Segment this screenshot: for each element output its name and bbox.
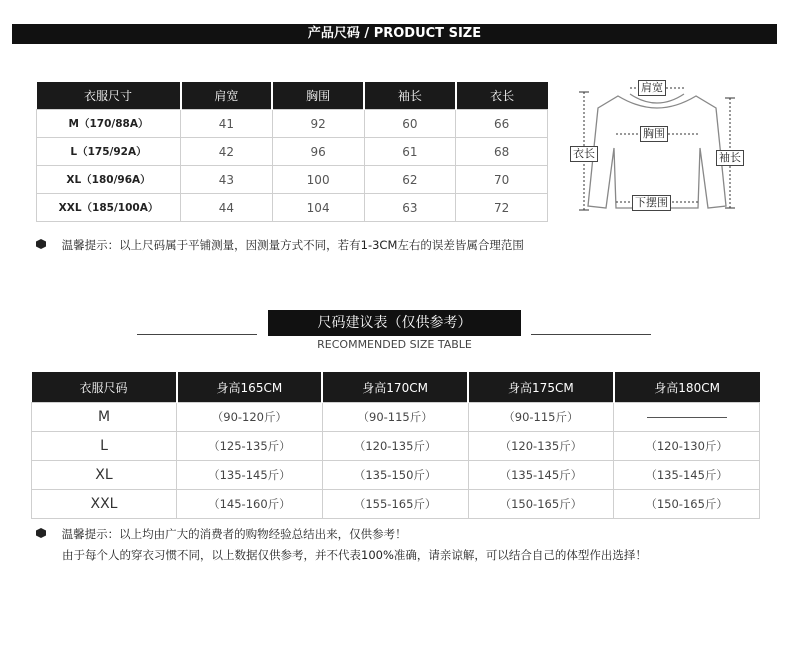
- value-cell: 104: [272, 194, 364, 222]
- garment-diagram: [570, 78, 745, 218]
- column-header: 肩宽: [181, 82, 273, 110]
- size-cell: M（170/88A）: [37, 110, 181, 138]
- hem-label: 下摆围: [632, 195, 671, 211]
- weight-cell: （120-135斤）: [468, 432, 614, 461]
- weight-cell: （135-150斤）: [322, 461, 468, 490]
- length-label: 衣长: [570, 146, 598, 162]
- divider-left: [137, 334, 257, 335]
- table-row: [32, 432, 760, 461]
- value-cell: 66: [456, 110, 548, 138]
- table-row: [37, 138, 548, 166]
- divider-right: [531, 334, 651, 335]
- column-header: 身高165CM: [177, 372, 323, 403]
- weight-cell: （125-135斤）: [177, 432, 323, 461]
- table-row: [32, 490, 760, 519]
- size-cell: L（175/92A）: [37, 138, 181, 166]
- value-cell: 61: [364, 138, 456, 166]
- table-row: [37, 110, 548, 138]
- table-header-row: [37, 82, 548, 110]
- bullet-icon: [36, 528, 46, 538]
- note-text: 温馨提示：以上尺码属于平铺测量，因测量方式不同，若有1-3CM左右的误差皆属合理范围: [61, 238, 524, 252]
- dash-line: [647, 417, 727, 418]
- table-row: [32, 461, 760, 490]
- section-title: 尺码建议表（仅供参考）: [268, 310, 521, 336]
- value-cell: 60: [364, 110, 456, 138]
- weight-cell: （90-120斤）: [177, 403, 323, 432]
- weight-cell: （155-165斤）: [322, 490, 468, 519]
- column-header: 胸围: [272, 82, 364, 110]
- size-cell: XXL: [32, 490, 177, 519]
- weight-cell: （120-130斤）: [614, 432, 760, 461]
- shoulder-label: 肩宽: [638, 80, 666, 96]
- recommended-size-table: [31, 372, 760, 519]
- note-text: 温馨提示：以上均由广大的消费者的购物经验总结出来，仅供参考！: [61, 527, 407, 541]
- chest-label: 胸围: [640, 126, 668, 142]
- weight-cell: （90-115斤）: [322, 403, 468, 432]
- size-cell: M: [32, 403, 177, 432]
- column-header: 袖长: [364, 82, 456, 110]
- value-cell: 44: [181, 194, 273, 222]
- column-header: 衣服尺寸: [37, 82, 181, 110]
- product-size-table: [36, 82, 548, 222]
- value-cell: 70: [456, 166, 548, 194]
- table-row: [37, 194, 548, 222]
- section-subtitle: RECOMMENDED SIZE TABLE: [317, 338, 472, 351]
- weight-cell: （135-145斤）: [614, 461, 760, 490]
- column-header: 身高170CM: [322, 372, 468, 403]
- weight-cell: （150-165斤）: [614, 490, 760, 519]
- weight-cell: （145-160斤）: [177, 490, 323, 519]
- weight-cell: （135-145斤）: [468, 461, 614, 490]
- weight-cell: （150-165斤）: [468, 490, 614, 519]
- bullet-icon: [36, 239, 46, 249]
- note-text: 由于每个人的穿衣习惯不同，以上数据仅供参考，并不代表100%准确，请亲谅解，可以结合自己的体型作出选择！: [62, 548, 647, 562]
- value-cell: 43: [181, 166, 273, 194]
- size-cell: XL（180/96A）: [37, 166, 181, 194]
- value-cell: 100: [272, 166, 364, 194]
- size-cell: L: [32, 432, 177, 461]
- value-cell: 72: [456, 194, 548, 222]
- value-cell: 62: [364, 166, 456, 194]
- empty-cell: [614, 403, 760, 432]
- value-cell: 42: [181, 138, 273, 166]
- size-cell: XL: [32, 461, 177, 490]
- column-header: 身高180CM: [614, 372, 760, 403]
- value-cell: 63: [364, 194, 456, 222]
- value-cell: 96: [272, 138, 364, 166]
- note-line-1: [36, 524, 647, 545]
- size-cell: XXL（185/100A）: [37, 194, 181, 222]
- column-header: 衣服尺码: [32, 372, 177, 403]
- value-cell: 68: [456, 138, 548, 166]
- table-header-row: [32, 372, 760, 403]
- sleeve-label: 袖长: [716, 150, 744, 166]
- value-cell: 41: [181, 110, 273, 138]
- measurement-note: [36, 237, 524, 253]
- value-cell: 92: [272, 110, 364, 138]
- weight-cell: （135-145斤）: [177, 461, 323, 490]
- table-row: [37, 166, 548, 194]
- column-header: 身高175CM: [468, 372, 614, 403]
- column-header: 衣长: [456, 82, 548, 110]
- table-row: [32, 403, 760, 432]
- weight-cell: （120-135斤）: [322, 432, 468, 461]
- recommendation-note: [36, 524, 647, 566]
- page-header: 产品尺码 / PRODUCT SIZE: [12, 24, 777, 44]
- weight-cell: （90-115斤）: [468, 403, 614, 432]
